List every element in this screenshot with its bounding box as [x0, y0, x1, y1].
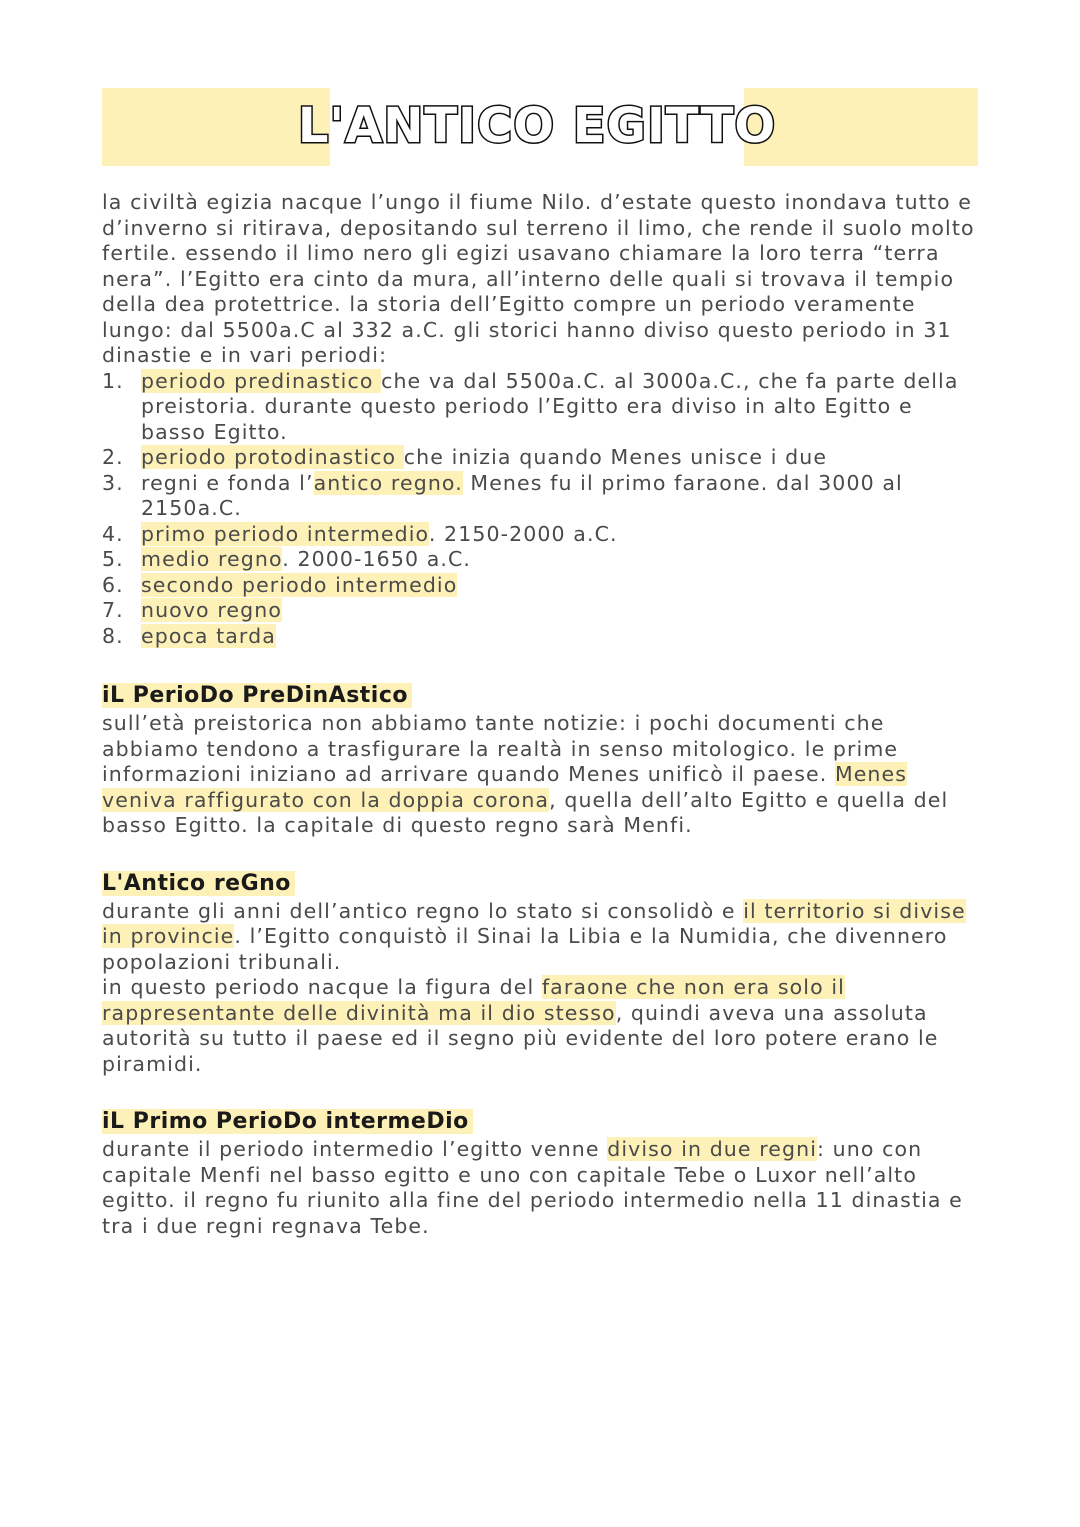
section-heading-primo-periodo [102, 1107, 982, 1137]
section-paragraph [102, 1137, 982, 1239]
period-highlight: primo periodo intermedio [141, 521, 429, 546]
period-text: che va dal 5500a.C. al 3000a.C., che fa parte della preistoria. durante questo periodo l’Egitto era diviso in alto Egitto e basso Egitto. [141, 368, 959, 444]
section-paragraph [102, 975, 982, 1077]
section-paragraph [102, 711, 982, 839]
section-heading-text: L'Antico reGno [102, 871, 295, 896]
intro-text: la civiltà egizia nacque l’ungo il fiume Nilo. d’estate questo inondava tutto e d’inverno si ritirava, depositando sul terreno il limo, che rende il suolo molto fertile. essendo il limo nero gli egizi usavano chiamare la loro terra “terra nera”. l’Egitto era cinto da mura, all’interno delle quali si trovava il tempio della dea protettrice. la storia dell’Egitto compre un periodo veramente lungo: dal 5500a.C al 332 a.C. gli storici hanno diviso questo periodo in 31 dinastie e in vari periodi: [102, 190, 975, 367]
period-item-7 [102, 598, 982, 624]
period-number: 5. [102, 547, 124, 571]
period-number: 8. [102, 623, 124, 648]
paragraph-highlight: Menes veniva raffigurato con la doppia corona [102, 762, 908, 812]
period-highlight: antico regno. [313, 470, 463, 495]
period-highlight: medio regno [141, 547, 283, 571]
period-item-1 [102, 369, 982, 446]
period-number: 6. [102, 572, 124, 597]
period-highlight: periodo predinastico [141, 368, 382, 393]
section-heading-text: iL PerioDo PreDinAstico [102, 683, 412, 708]
period-number: 3. [102, 470, 124, 495]
page-title: L'ANTICO EGITTO [297, 98, 777, 154]
period-item-6 [102, 573, 982, 599]
period-highlight: periodo protodinastico [141, 445, 404, 469]
period-text: . 2000-1650 a.C. [282, 547, 472, 571]
paragraph-highlight: faraone che non era solo il rappresentante delle divinità ma il dio stesso [102, 975, 845, 1025]
period-item-4 [102, 522, 982, 548]
period-number: 2. [102, 445, 124, 469]
paragraph-text: in questo periodo nacque la figura del [102, 975, 542, 999]
period-highlight: nuovo regno [141, 598, 282, 622]
period-text: che inizia quando Menes unisce i due [403, 445, 828, 469]
section-heading-text: iL Primo PerioDo intermeDio [102, 1109, 473, 1134]
paragraph-text: . l’Egitto conquistò il Sinai la Libia e la Numidia, che divennero popolazioni tribunali. [102, 924, 948, 974]
section-paragraph [102, 899, 982, 976]
period-item-2 [102, 445, 982, 471]
document-content [102, 190, 982, 1239]
period-highlight: epoca tarda [141, 623, 276, 648]
periods-list [102, 369, 982, 650]
paragraph-text: : uno con capitale Menfi nel basso egitto e uno con capitale Tebe o Luxor nell’alto egitto. il regno fu riunito alla fine del periodo intermedio nella 11 dinastia e tra i due regni regnava Tebe. [102, 1137, 963, 1238]
paragraph-text: sull’età preistorica non abbiamo tante notizie: i pochi documenti che abbiamo tendono a trasfigurare la realtà in senso mitologico. le prime informazioni iniziano ad arrivare quando Menes unificò il paese. [102, 711, 899, 786]
period-item-5 [102, 547, 982, 573]
period-number: 1. [102, 368, 124, 393]
paragraph-text: durante gli anni dell’antico regno lo stato si consolidò e [102, 898, 744, 923]
period-text: regni e fonda l’ [141, 470, 314, 495]
period-number: 7. [102, 598, 124, 622]
period-highlight: secondo periodo intermedio [141, 572, 458, 597]
paragraph-text: , quindi aveva una assoluta autorità su tutto il paese ed il segno più evidente del loro potere erano le piramidi. [102, 1000, 939, 1076]
period-number: 4. [102, 521, 124, 546]
period-text: . 2150-2000 a.C. [428, 521, 618, 546]
section-heading-antico-regno [102, 869, 982, 899]
intro-paragraph [102, 190, 982, 369]
section-heading-predinastico [102, 681, 982, 711]
paragraph-highlight: il territorio si divise in provincie [102, 898, 966, 948]
period-item-8 [102, 624, 982, 650]
period-item-3 [102, 471, 982, 522]
paragraph-highlight: diviso in due regni [607, 1137, 818, 1161]
paragraph-text: durante il periodo intermedio l’egitto venne [102, 1137, 608, 1161]
title-box [297, 84, 777, 168]
paragraph-text: , quella dell’alto Egitto e quella del basso Egitto. la capitale di questo regno sarà Menfi. [102, 787, 949, 837]
period-text: Menes fu il primo faraone. dal 3000 al 2150a.C. [141, 470, 903, 520]
